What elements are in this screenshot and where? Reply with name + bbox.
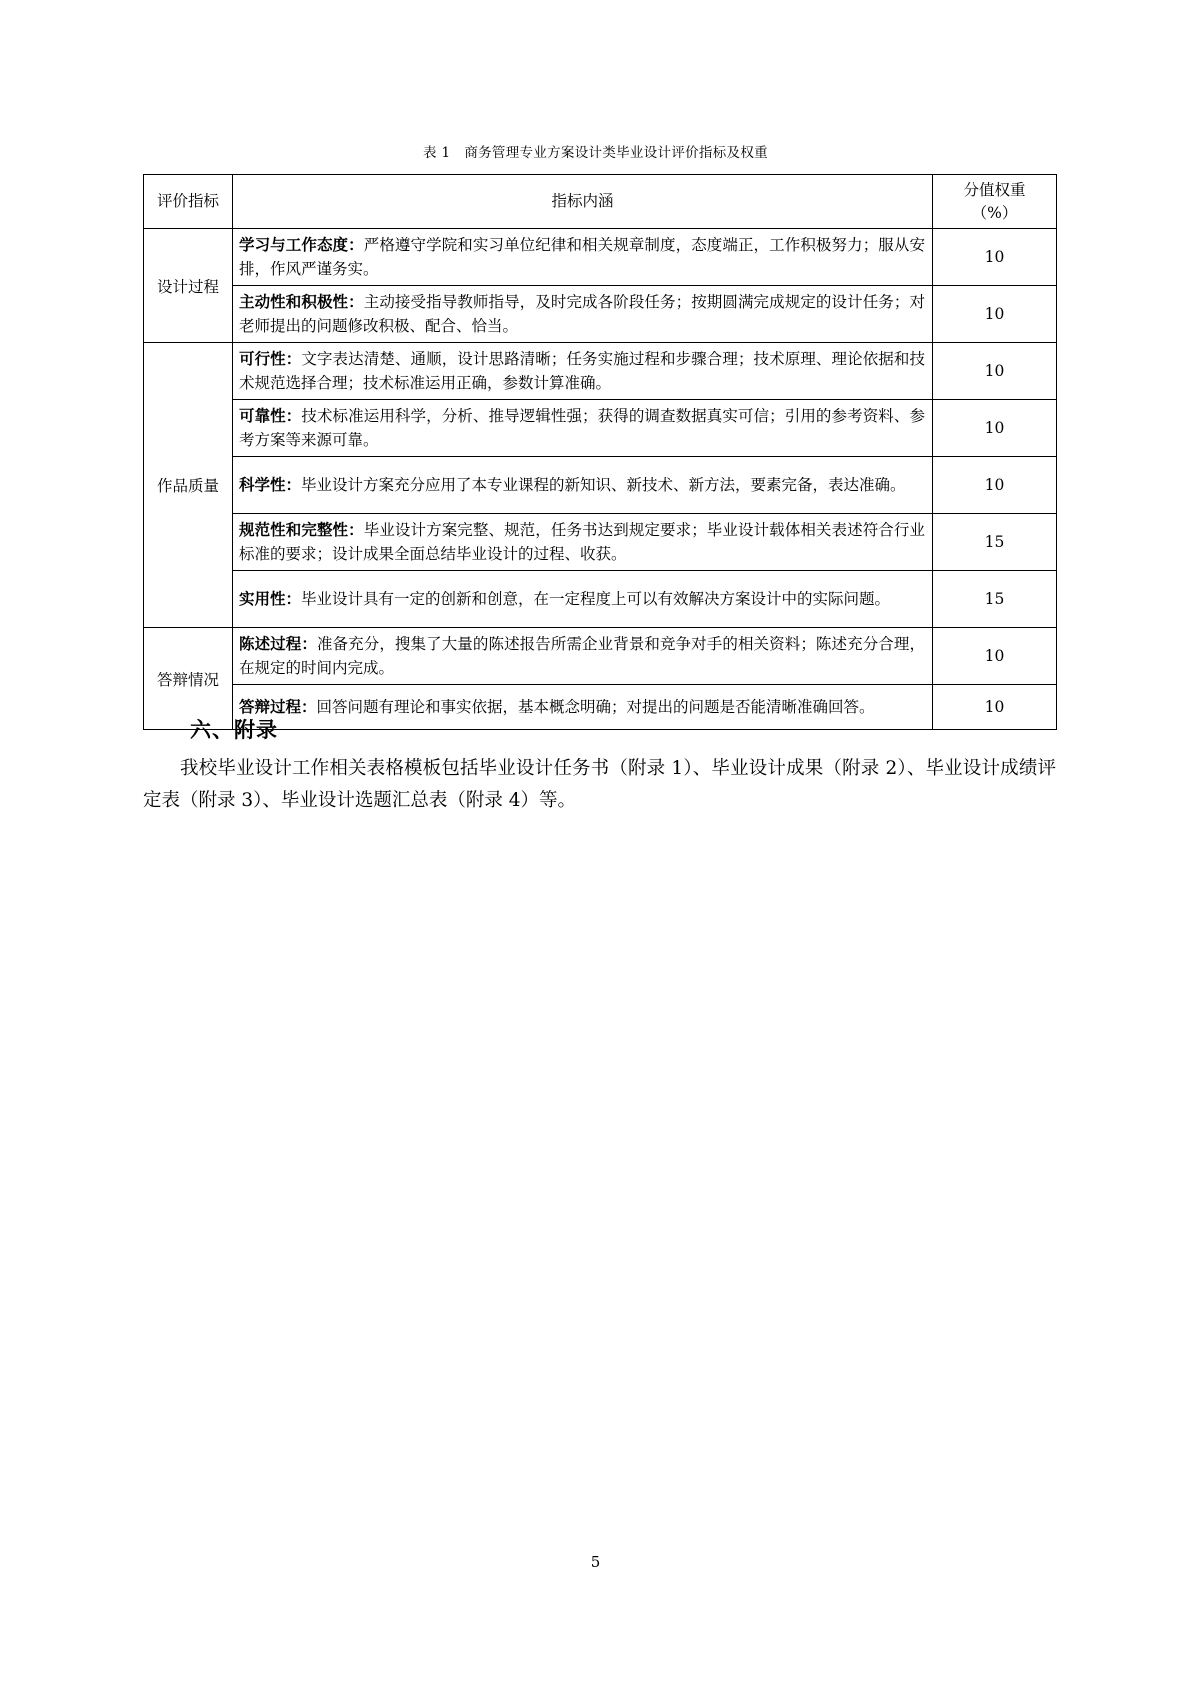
criterion-term: 陈述过程： <box>239 635 317 653</box>
criterion-term: 可靠性： <box>239 407 302 425</box>
section-heading: 六、附录 <box>190 718 278 742</box>
criterion-cell <box>233 514 933 571</box>
criterion-text: 准备充分，搜集了大量的陈述报告所需企业背景和竞争对手的相关资料；陈述充分合理，在规定的时间内完成。 <box>239 635 925 677</box>
criterion-cell <box>233 286 933 343</box>
weight-cell: 10 <box>933 343 1057 400</box>
caption-title: 商务管理专业方案设计类毕业设计评价指标及权重 <box>464 145 768 161</box>
criterion-cell <box>233 457 933 514</box>
table-row <box>144 685 1057 730</box>
criterion-text: 毕业设计方案完整、规范，任务书达到规定要求；毕业设计载体相关表述符合行业标准的要求；设计成果全面总结毕业设计的过程、收获。 <box>239 521 925 563</box>
body-paragraph: 我校毕业设计工作相关表格模板包括毕业设计任务书（附录 1）、毕业设计成果（附录 2）、毕业设计成绩评定表（附录 3）、毕业设计选题汇总表（附录 4）等。 <box>143 758 1056 811</box>
criterion-cell <box>233 685 933 730</box>
weight-cell: 10 <box>933 457 1057 514</box>
criterion-cell <box>233 628 933 685</box>
weight-cell: 10 <box>933 628 1057 685</box>
criterion-term: 可行性： <box>239 350 302 368</box>
table-row <box>144 286 1057 343</box>
page-number: 5 <box>590 1553 601 1571</box>
criterion-term: 科学性： <box>239 476 302 494</box>
criterion-text: 技术标准运用科学，分析、推导逻辑性强；获得的调查数据真实可信；引用的参考资料、参考方案等来源可靠。 <box>239 407 925 449</box>
weight-cell: 15 <box>933 514 1057 571</box>
criterion-cell <box>233 343 933 400</box>
weight-cell: 10 <box>933 400 1057 457</box>
criterion-cell <box>233 400 933 457</box>
criterion-text: 毕业设计具有一定的创新和创意，在一定程度上可以有效解决方案设计中的实际问题。 <box>301 590 891 608</box>
header-content: 指标内涵 <box>233 175 933 229</box>
criterion-term: 实用性： <box>239 590 302 608</box>
header-weight-line1: 分值权重 <box>963 180 1026 199</box>
table-row <box>144 400 1057 457</box>
criterion-text: 回答问题有理论和事实依据，基本概念明确；对提出的问题是否能清晰准确回答。 <box>316 698 875 716</box>
caption-label: 表 1 <box>423 145 451 161</box>
table-caption <box>0 141 1191 161</box>
criterion-term: 主动性和积极性： <box>239 293 364 311</box>
category-cell: 答辩情况 <box>144 628 233 730</box>
table-row <box>144 571 1057 628</box>
criterion-term: 学习与工作态度： <box>239 236 364 254</box>
header-indicator: 评价指标 <box>144 175 233 229</box>
table-header-row <box>144 175 1057 229</box>
table-row <box>144 457 1057 514</box>
criterion-cell <box>233 229 933 286</box>
table-row <box>144 514 1057 571</box>
weight-cell: 10 <box>933 286 1057 343</box>
criterion-term: 规范性和完整性： <box>239 521 364 539</box>
table-row <box>144 229 1057 286</box>
criterion-term: 答辩过程： <box>239 698 317 716</box>
table-row <box>144 343 1057 400</box>
weight-cell: 10 <box>933 685 1057 730</box>
criterion-cell <box>233 571 933 628</box>
weight-cell: 10 <box>933 229 1057 286</box>
category-cell: 作品质量 <box>144 343 233 628</box>
category-cell: 设计过程 <box>144 229 233 343</box>
header-weight <box>933 175 1057 229</box>
criterion-text: 主动接受指导教师指导，及时完成各阶段任务；按期圆满完成规定的设计任务；对老师提出的问题修改积极、配合、恰当。 <box>239 293 925 335</box>
criterion-text: 文字表达清楚、通顺，设计思路清晰；任务实施过程和步骤合理；技术原理、理论依据和技术规范选择合理；技术标准运用正确，参数计算准确。 <box>239 350 925 392</box>
criterion-text: 毕业设计方案充分应用了本专业课程的新知识、新技术、新方法，要素完备，表达准确。 <box>301 476 906 494</box>
criterion-text: 严格遵守学院和实习单位纪律和相关规章制度，态度端正，工作积极努力；服从安排，作风严谨务实。 <box>239 236 925 278</box>
evaluation-table <box>143 174 1057 730</box>
header-weight-line2: （%） <box>971 203 1018 222</box>
table-row <box>144 628 1057 685</box>
weight-cell: 15 <box>933 571 1057 628</box>
